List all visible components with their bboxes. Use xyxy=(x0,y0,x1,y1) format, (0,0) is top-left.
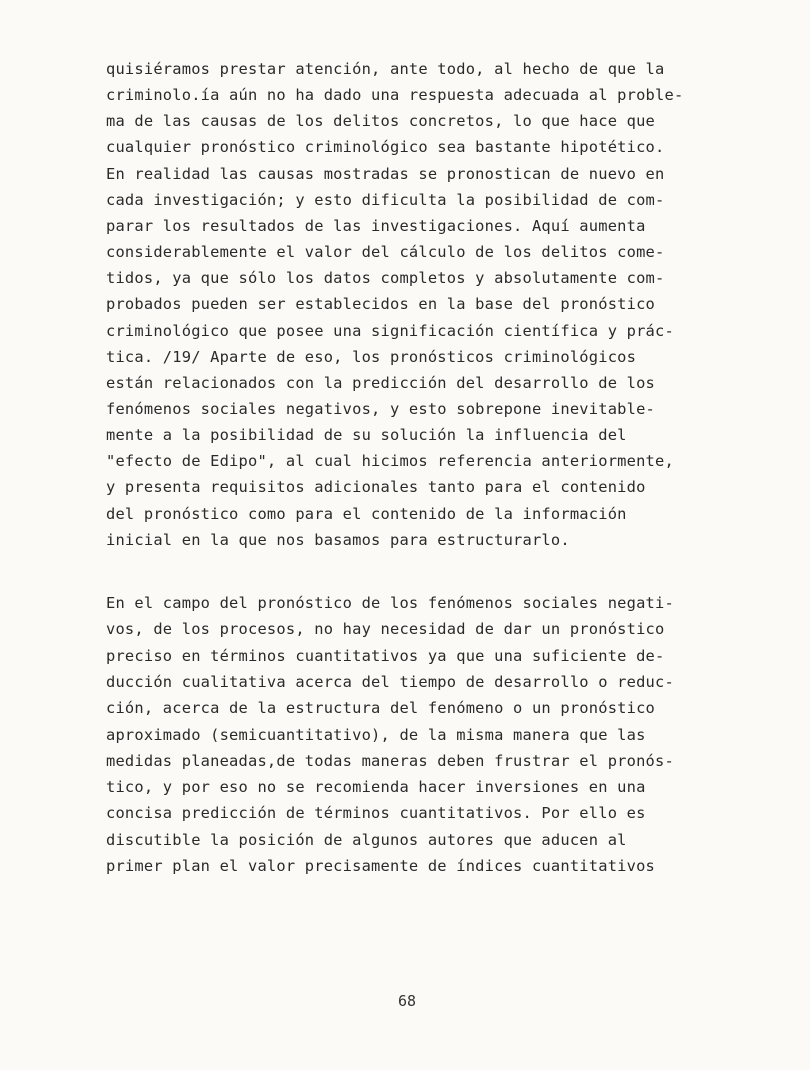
text-line: considerablemente el valor del cálculo de los delitos come- xyxy=(106,243,665,262)
text-line: y presenta requisitos adicionales tanto para el contenido xyxy=(106,478,646,497)
text-line: vos, de los procesos, no hay necesidad de dar un pronóstico xyxy=(106,620,665,639)
text-line: están relacionados con la predicción del desarrollo de los xyxy=(106,373,656,392)
text-line: criminolo.ía aún no ha dado una respuesta adecuada al proble- xyxy=(106,86,684,105)
text-line: quisiéramos prestar atención, ante todo, al hecho de que la xyxy=(106,60,665,78)
text-line: En el campo del pronóstico de los fenómenos sociales negati- xyxy=(106,594,674,612)
text-line: mente a la posibilidad de su solución la influencia del xyxy=(106,426,627,445)
text-line: cualquier pronóstico criminológico sea bastante hipotético. xyxy=(106,138,665,157)
text-line: ción, acerca de la estructura del fenómeno o un pronóstico xyxy=(106,699,656,718)
text-line: concisa predicción de términos cuantitativos. Por ello es xyxy=(106,804,646,823)
text-line: primer plan el valor precisamente de índices cuantitativos xyxy=(106,857,656,875)
text-line: cada investigación; y esto dificulta la posibilidad de com- xyxy=(106,190,665,209)
text-line: aproximado (semicuantitativo), de la misma manera que las xyxy=(106,725,646,744)
text-line: inicial en la que nos basamos para estructurarlo. xyxy=(106,530,570,549)
text-line: probados pueden ser establecidos en la base del pronóstico xyxy=(106,295,656,314)
text-line: del pronóstico como para el contenido de la información xyxy=(106,504,627,523)
text-line: preciso en términos cuantitativos ya que una suficiente de- xyxy=(106,646,665,665)
text-line: tica. /19/ Aparte de eso, los pronósticos criminológicos xyxy=(106,347,637,366)
text-line: medidas planeadas,de todas maneras deben frustrar el pronós- xyxy=(106,751,674,770)
text-line: En realidad las causas mostradas se pronostican de nuevo en xyxy=(106,164,665,183)
text-line: fenómenos sociales negativos, y esto sobrepone inevitable- xyxy=(106,399,656,418)
text-line: parar los resultados de las investigaciones. Aquí aumenta xyxy=(106,216,646,235)
text-line: ma de las causas de los delitos concretos, lo que hace que xyxy=(106,112,656,131)
text-line: criminológico que posee una significación científica y prác- xyxy=(106,321,674,340)
text-line: tico, y por eso no se recomienda hacer inversiones en una xyxy=(106,778,646,797)
text-line: discutible la posición de algunos autores que aducen al xyxy=(106,830,627,849)
text-line: ducción cualitativa acerca del tiempo de desarrollo o reduc- xyxy=(106,672,674,691)
text-line: tidos, ya que sólo los datos completos y absolutamente com- xyxy=(106,269,665,288)
page-number: 68 xyxy=(398,992,417,1010)
text-line: "efecto de Edipo", al cual hicimos referencia anteriormente, xyxy=(106,452,674,471)
